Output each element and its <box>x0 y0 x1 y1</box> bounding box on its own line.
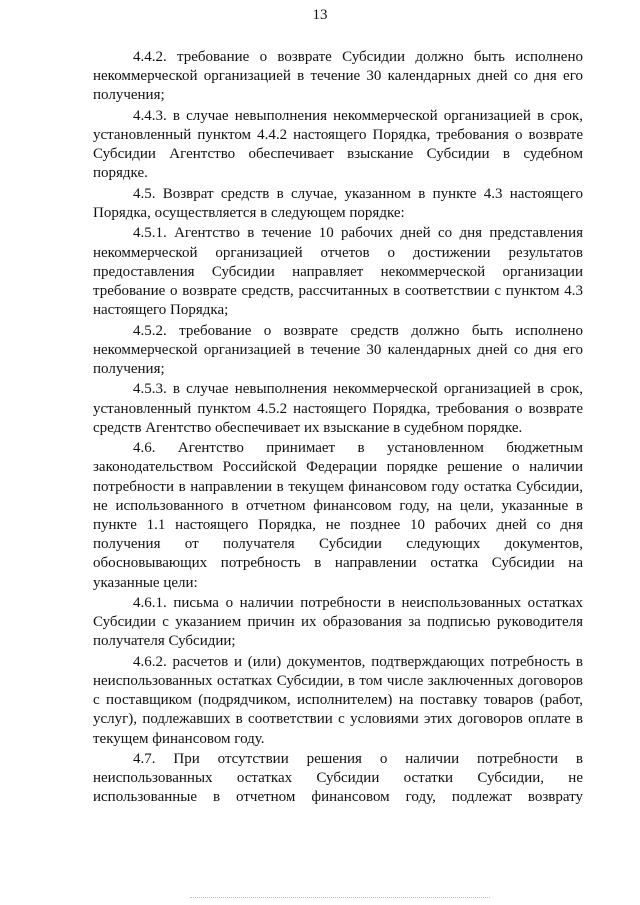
paragraph-4-6-2: 4.6.2. расчетов и (или) документов, подтверждающих потребность в неиспользованных остатках Субсидии, в том числе заключенных договоров с поставщиком (подрядчиком, исполнителем) на поставку товаров (работ, услуг), подлежавших в соответствии с условиями этих договоров оплате в текущем финансовом году. <box>93 653 583 747</box>
paragraph-4-7: 4.7. При отсутствии решения о наличии потребности в неиспользованных остатках Субсидии остатки Субсидии, не использованные в отчетном финансовом году, подлежат возврату <box>93 751 583 806</box>
scan-edge-line <box>190 897 490 898</box>
paragraph-4-6: 4.6. Агентство принимает в установленном бюджетным законодательством Российской Федерации порядке решение о наличии потребности в направлении в текущем финансовом году остатка Субсидии, не использованного в отчетном финансовом году, на цели, указанные в пункте 1.1 настоящего Порядка, не позднее 10 рабочих дней со дня получения от получателя Субсидии следующих документов, обосновывающих потребность в направлении остатка Субсидии на указанные цели: <box>93 440 583 591</box>
paragraph-4-6-1: 4.6.1. письма о наличии потребности в неиспользованных остатках Субсидии с указанием причин их образования за подписью руководителя получателя Субсидии; <box>93 595 583 650</box>
page-number: 13 <box>312 7 328 23</box>
paragraph-4-5-2: 4.5.2. требование о возврате средств должно быть исполнено некоммерческой организацией в течение 30 календарных дней со дня его получения; <box>93 322 583 377</box>
paragraph-4-4-3: 4.4.3. в случае невыполнения некоммерческой организацией в срок, установленный пунктом 4.4.2 настоящего Порядка, требования о возврате Субсидии Агентство обеспечивает взыскание Субсидии в судебном порядке. <box>93 107 583 182</box>
paragraph-4-5-3: 4.5.3. в случае невыполнения некоммерческой организацией в срок, установленный пунктом 4.5.2 настоящего Порядка, требования о возврате средств Агентство обеспечивает их взыскание в судебном порядке. <box>93 381 583 436</box>
paragraph-4-4-2: 4.4.2. требование о возврате Субсидии должно быть исполнено некоммерческой организацией в течение 30 календарных дней со дня его получения; <box>93 49 583 104</box>
document-body <box>93 48 583 809</box>
paragraph-4-5: 4.5. Возврат средств в случае, указанном в пункте 4.3 настоящего Порядка, осуществляется в следующем порядке: <box>93 185 583 221</box>
paragraph-4-5-1: 4.5.1. Агентство в течение 10 рабочих дней со дня представления некоммерческой организацией отчетов о достижении результатов предоставления Субсидии направляет некоммерческой организации требование о возврате средств, рассчитанных в соответствии с пунктом 4.3 настоящего Порядка; <box>93 225 583 319</box>
